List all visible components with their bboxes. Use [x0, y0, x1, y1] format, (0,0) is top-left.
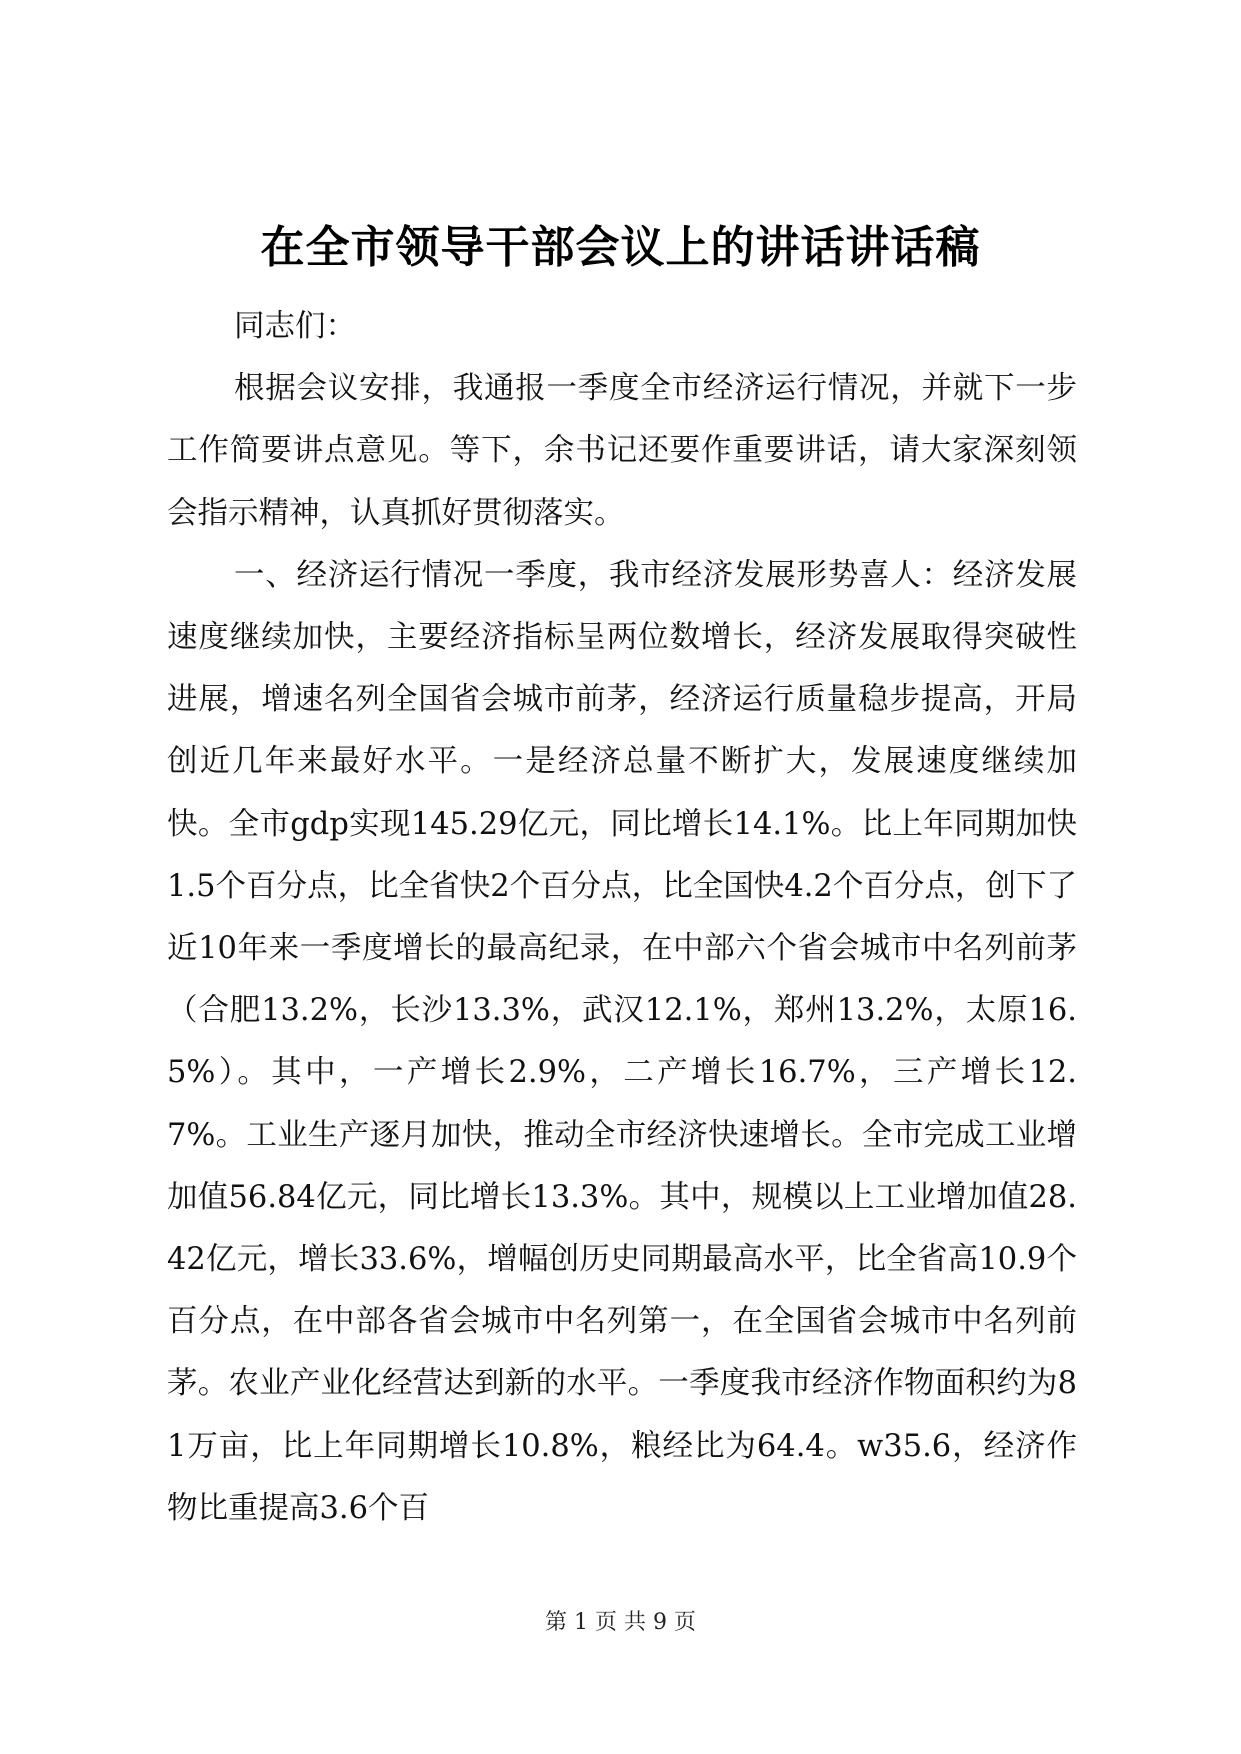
salutation-paragraph: 同志们：	[234, 309, 356, 344]
economic-situation-paragraph: 一、经济运行情况一季度，我市经济发展形势喜人：经济发展速度继续加快，主要经济指标呈两位数增长，经济发展取得突破性进展，增速名列全国省会城市前茅，经济运行质量稳步提高，开局创近几年来最好水平。一是经济总量不断扩大，发展速度继续加快。全市gdp实现145.29亿元，同比增长14.1%。比上年同期加快1.5个百分点，比全省快2个百分点，比全国快4.2个百分点，创下了近10年来一季度增长的最高纪录，在中部六个省会城市中名列前茅（合肥13.2%，长沙13.3%，武汉12.1%，郑州13.2%，太原16.5%）。其中，一产增长2.9%，二产增长16.7%，三产增长12.7%。工业生产逐月加快，推动全市经济快速增长。全市完成工业增加值56.84亿元，同比增长13.3%。其中，规模以上工业增加值28.42亿元，增长33.6%，增幅创历史同期最高水平，比全省高10.9个百分点，在中部各省会城市中名列第一，在全国省会城市中名列前茅。农业产业化经营达到新的水平。一季度我市经济作物面积约为81万亩，比上年同期增长10.8%，粮经比为64.4。w35.6，经济作物比重提高3.6个百	[167, 557, 1077, 1526]
page-footer: 第 1 页 共 9 页	[545, 1610, 696, 1635]
intro-paragraph: 根据会议安排，我通报一季度全市经济运行情况，并就下一步工作简要讲点意见。等下，余书记还要作重要讲话，请大家深刻领会指示精神，认真抓好贯彻落实。	[167, 371, 1077, 531]
document-body	[167, 296, 1077, 1540]
document-title: 在全市领导干部会议上的讲话讲话稿	[260, 222, 981, 273]
